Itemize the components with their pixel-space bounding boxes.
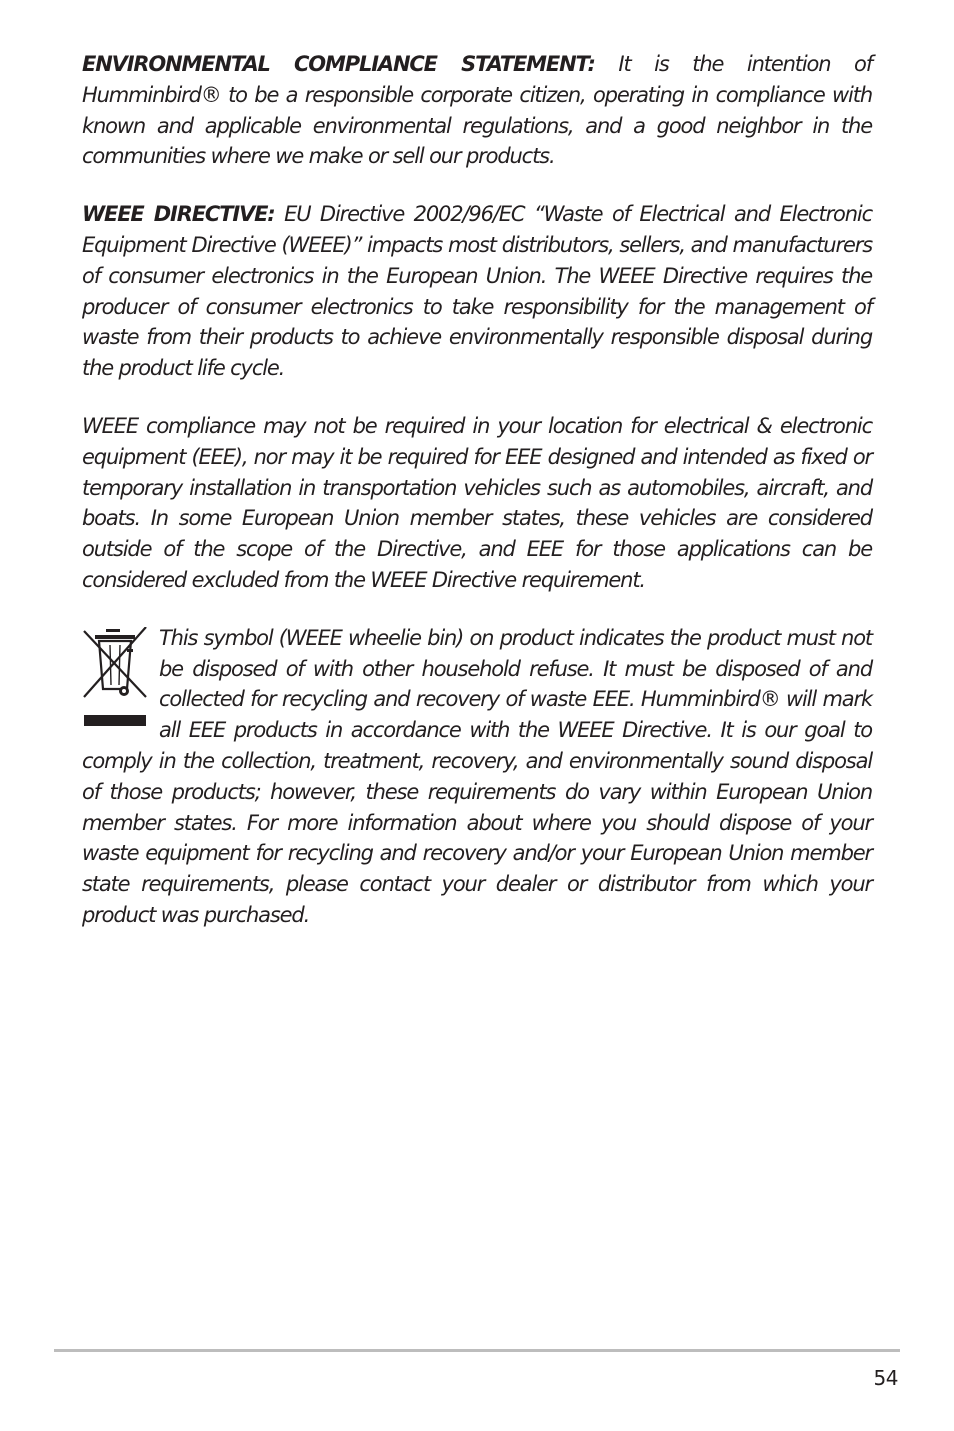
weee-symbol-paragraph [82,623,872,931]
weee-wheelie-bin-icon [82,627,148,732]
weee-compliance-paragraph: WEEE compliance may not be required in your location for electrical & electronic equipment (EEE), nor may it be required for EEE designed and intended as fixed or temporary installation in transportation vehicles such as automobiles, aircraft, and boats. In some European Union member states, these vehicles are considered outside of the scope of the Directive, and EEE for those applications can be considered excluded from the WEEE Directive requirement. [82,413,872,592]
page-number: 54 [873,1366,898,1390]
weee-directive-text: EU Directive 2002/96/EC “Waste of Electrical and Electronic Equipment Directive (WEEE)” impacts most distributors, sellers, and manufacturers of consumer electronics in the European Union. The WEEE Directive requires the producer of consumer electronics to take responsibility for the management of waste from their products to achieve environmentally responsible disposal during the product life cycle. [82,202,872,381]
weee-symbol-text: This symbol (WEEE wheelie bin) on product indicates the product must not be disposed of with other household refuse. It must be disposed of and collected for recycling and recovery of waste EEE. Humminbird® will mark all EEE products in accordance with the WEEE Directive. It is our goal to comply in the collection, treatment, recovery, and environmentally sound disposal of those products; however, these requirements do vary within European Union member states. For more information about where you should dispose of your waste equipment for recycling and recovery and/or your European Union member state requirements, please contact your dealer or distributor from which your product was purchased. [82,625,872,927]
document-body [82,49,872,958]
environmental-compliance-paragraph [82,49,872,172]
weee-directive-label: WEEE DIRECTIVE: [82,202,275,227]
footer-divider [54,1349,900,1352]
environmental-compliance-text: It is the intention of Humminbird® to be a responsible corporate citizen, operating in compliance with known and applicable environmental regulations, and a good neighbor in the communities where we make or sell our products. [82,52,872,169]
weee-directive-paragraph [82,199,872,384]
environmental-compliance-label: ENVIRONMENTAL COMPLIANCE STATEMENT: [82,52,595,76]
